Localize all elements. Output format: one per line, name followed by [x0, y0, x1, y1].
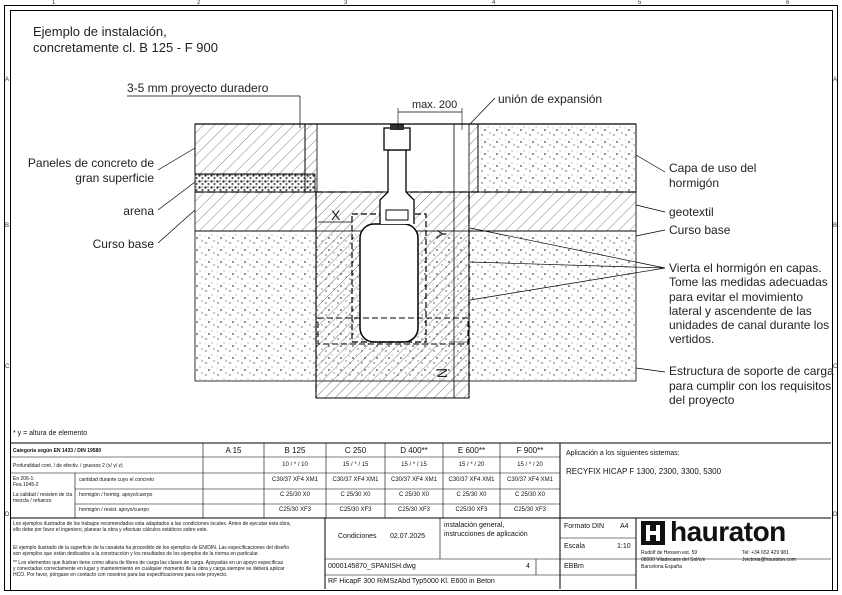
application-systems: RECYFIX HICAP F 1300, 2300, 3300, 5300: [566, 467, 722, 476]
row2-b125: C30/37 XF4 XM1: [271, 477, 319, 483]
row1-e600: 15 / * / 20: [458, 462, 485, 468]
row4-c250: C25/30 XF3: [339, 507, 372, 513]
frame-row-b: B: [5, 223, 10, 229]
frame-col-5: 5: [638, 0, 642, 6]
titleblock-rf: RF HicapF 300 RiMSzAbd Typ5000 Kl. E600 in Beton: [328, 578, 495, 585]
hauraton-logo-icon: [641, 521, 665, 545]
callout-vierta-line1: Vierta el hormigón en capas.: [669, 261, 822, 275]
callout-curso-base-left: Curso base: [92, 237, 154, 251]
row1-b125: 10 / * / 10: [282, 462, 308, 468]
contact-tel: Tel: +34 652 429 981: [742, 550, 789, 556]
callout-paneles-line2: gran superficie: [75, 171, 154, 185]
row3-d400: C 25/30 X0: [398, 492, 430, 498]
drawing-title-line1: Ejemplo de instalación,: [33, 24, 167, 39]
callout-curso-base-right: Curso base: [669, 223, 731, 237]
address-line-2: 08000 Viladecans del Sol/c/e: [641, 557, 706, 563]
side-label-3: La calidad / resisten de cla: [13, 492, 73, 498]
frame-col-1: 1: [52, 0, 56, 6]
titleblock-formato-value: A4: [620, 523, 629, 530]
row1-f900: 15 / * / 20: [517, 462, 543, 468]
frame-row-a: A: [5, 77, 10, 83]
note-line-1: Los ejemplos ilustrados de los trabajos recomendados esta adaptados a las condiciones locales. Antes de ejecutar esta obra,: [13, 521, 291, 527]
frame-col-2: 2: [197, 0, 201, 6]
callout-capa-line2: hormigón: [669, 176, 720, 190]
titleblock-condiciones: Condiciones: [338, 533, 377, 540]
side-label-2: Fea 1045-2: [13, 482, 39, 488]
frame-col-4: 4: [492, 0, 496, 6]
note-line-3: El ejemplo ilustrado de la superficie de la canaleta ha procedido de los ejemplos de EN/DIN. Las especificaciones del diseño: [13, 545, 289, 551]
frame-row-a-right: A: [833, 77, 838, 83]
row3-c250: C 25/30 X0: [340, 492, 371, 498]
callout-paneles-line1: Paneles de concreto de: [27, 156, 154, 170]
callout-estructura-line1: Estructura de soporte de carga: [669, 364, 834, 378]
class-b125: B 125: [284, 446, 306, 455]
titleblock-formato-label: Formato DIN: [564, 523, 605, 530]
dimension-y: Y: [433, 229, 450, 239]
titleblock-escala-value: 1:10: [617, 543, 631, 550]
titleblock-date: 02.07.2025: [390, 533, 426, 540]
row2-c250: C30/37 XF4 XM1: [332, 477, 379, 483]
callout-vierta-line2: Tome las medidas adecuadas: [669, 275, 828, 289]
frame-col-6: 6: [786, 0, 790, 6]
frame-row-d-right: D: [833, 512, 838, 518]
row4-b125: C25/30 XF3: [278, 507, 312, 513]
row1-label: Profundidad cont. / de efectiv. / gruesos 2 (x/ y/ z): [13, 463, 123, 469]
note-line-4: son ejemplos que están dedicados a la construcción y los resultados de los ejemplos de la norma en particular.: [13, 551, 259, 557]
callout-proyecto: 3-5 mm proyecto duradero: [127, 81, 269, 95]
side-label-1: En 206-1:: [13, 476, 35, 482]
callout-max: max. 200: [412, 99, 458, 111]
row3-label: hormigón / hormig. apoyo/cuerpo: [79, 492, 153, 498]
callout-estructura-line2: para cumplir con los requisitos: [669, 379, 832, 393]
frame-col-3: 3: [344, 0, 348, 6]
titleblock-desc-line1: instalación general,: [444, 522, 505, 529]
titleblock-escala-label: Escala: [564, 543, 586, 550]
class-e600: E 600**: [457, 446, 486, 455]
callout-arena: arena: [123, 204, 154, 218]
class-a15: A 15: [225, 446, 242, 455]
address-line-3: Barcelona España: [641, 564, 682, 570]
hauraton-brand: hauraton: [670, 516, 786, 547]
row4-d400: C25/30 XF3: [397, 507, 431, 513]
row1-d400: 15 / * / 15: [401, 462, 427, 468]
callout-vierta-line5: unidades de canal durante los: [669, 318, 830, 332]
callout-vierta-line4: lateral y ascendente de las: [669, 304, 812, 318]
frame-row-d: D: [5, 512, 10, 518]
address-line-1: Rudolf de Hessen est. 59: [641, 550, 698, 556]
frame-row-c: C: [5, 364, 10, 370]
callout-geotextil: geotextil: [669, 205, 714, 219]
note-line-5: ** Los elementos que ilustran tiene como altura de libres de carga las clases de carga. Apoyadas en un apoyo específicas: [13, 560, 284, 566]
row1-c250: 15 / * / 15: [342, 462, 369, 468]
note-line-2: ello debe por favor el ingeniero, planear la obra y efectuar cálculos estáticos sobre este.: [13, 527, 208, 533]
row2-label: cantidad durante cuyo el concreto: [79, 477, 155, 483]
row3-b125: C 25/30 X0: [279, 492, 311, 498]
titleblock-desc-line2: instrucciones de aplicación: [444, 531, 528, 538]
row4-f900: C25/30 XF3: [513, 507, 547, 513]
frame-row-b-right: B: [833, 223, 838, 229]
application-title: Aplicación a los siguientes sistemas:: [566, 450, 680, 457]
row3-e600: C 25/30 X0: [456, 492, 487, 498]
frame-row-c-right: C: [833, 364, 838, 370]
dimension-n: N: [434, 367, 451, 379]
row2-e600: C30/37 XF4 XM1: [448, 477, 495, 483]
row2-f900: C30/37 XF4 XM1: [506, 477, 554, 483]
note-line-6: y conectadas correctamente en lugar y mantenimiento en cualquier momento de la obra y carga siempre se deberá aplicar: [13, 566, 285, 572]
row4-label: hormigón / resist. apoyo/cuerpo: [79, 507, 150, 513]
class-f900: F 900**: [516, 446, 544, 455]
side-label-4: mezcla / refuerzo: [13, 498, 52, 504]
footnote-y: * y = altura de elemento: [13, 430, 88, 437]
titleblock-file: 0000145870_SPANISH.dwg: [328, 563, 416, 570]
titleblock-code: EBBm: [564, 563, 584, 570]
table-header-label: Categoría según EN 1433 / DIN 19580: [13, 448, 102, 454]
callout-union: unión de expansión: [498, 92, 603, 106]
callout-vierta-line6: vertidos.: [669, 332, 715, 346]
callout-estructura-line3: del proyecto: [669, 393, 735, 407]
row2-d400: C30/37 XF4 XM1: [390, 477, 438, 483]
titleblock-sheet: 4: [526, 563, 530, 570]
class-c250: C 250: [344, 446, 367, 455]
contact-mail: Jvictoria@hauraton.com: [742, 557, 796, 563]
callout-vierta-line3: para evitar el movimiento: [669, 290, 804, 304]
row4-e600: C25/30 XF3: [455, 507, 488, 513]
note-line-7: HCO. Por favor, póngase en contacto con nosotros para las especificaciones para este proyecto.: [13, 572, 228, 578]
drawing-title-line2: concretamente cl. B 125 - F 900: [33, 40, 218, 55]
callout-capa-line1: Capa de uso del: [669, 161, 757, 175]
class-d400: D 400**: [400, 446, 428, 455]
row3-f900: C 25/30 X0: [514, 492, 546, 498]
dimension-x: X: [331, 207, 341, 223]
